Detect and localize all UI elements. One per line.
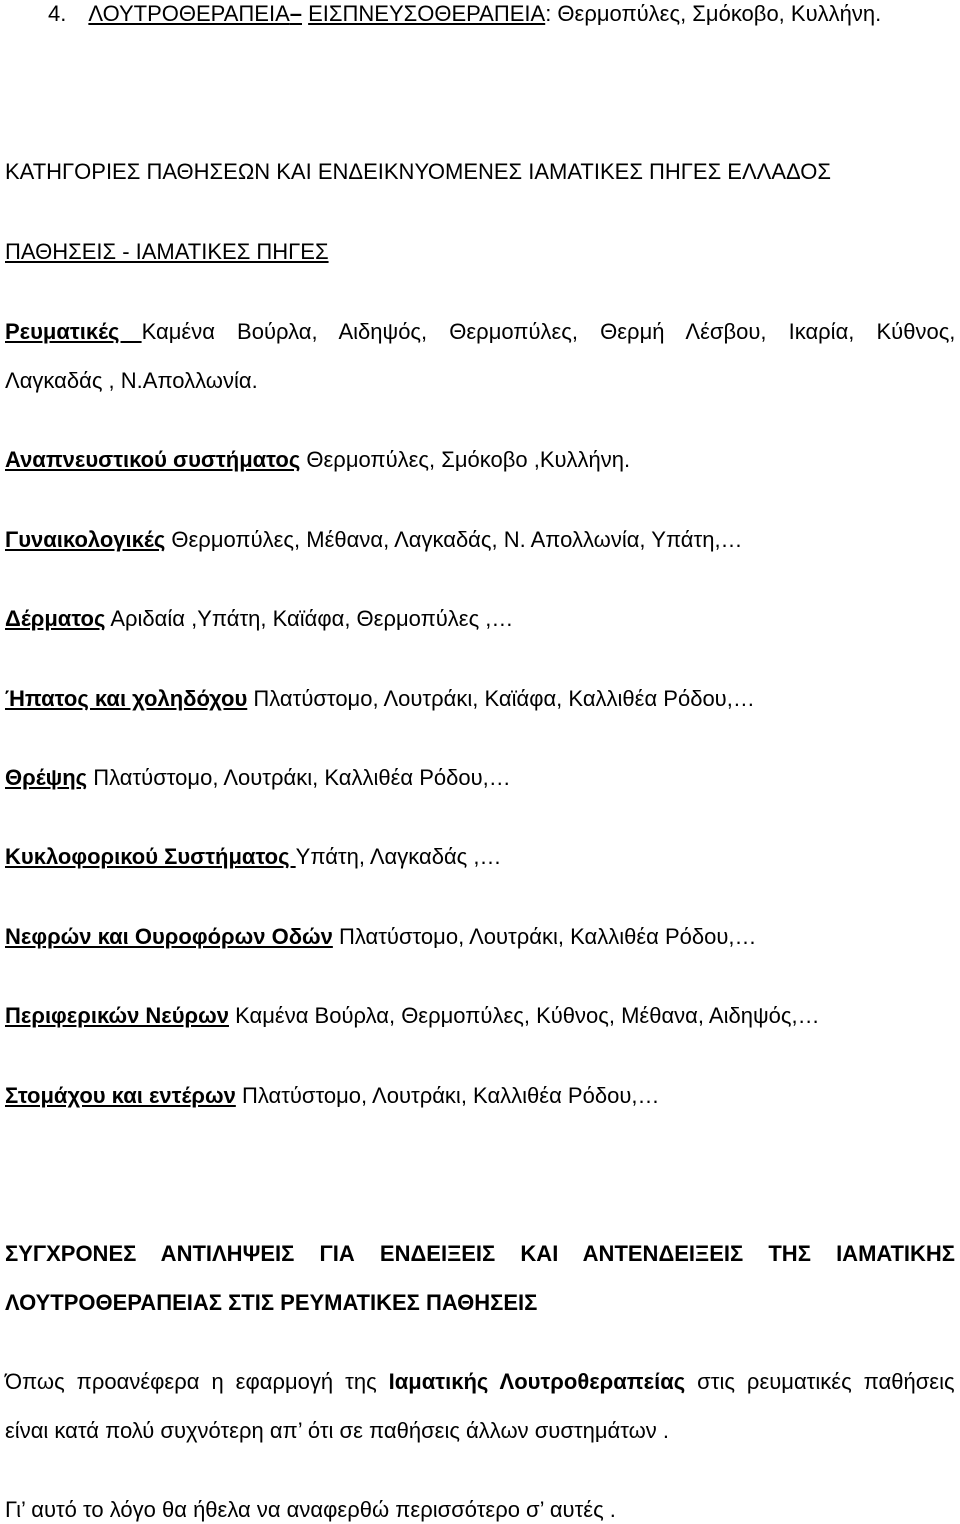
entry-label: Νεφρών και Ουροφόρων Οδών [5, 924, 333, 949]
entry-circulatory [5, 843, 502, 871]
entry-text: Πλατύστομο, Λουτράκι, Καλλιθέα Ρόδου,… [87, 765, 511, 790]
entry-text: Καμένα Βούρλα, Αιδηψός, Θερμοπύλες, Θερμή Λέσβου, Ικαρία, Κύθνος, [141, 319, 956, 344]
paragraph1-after: στις ρευματικές παθήσεις [685, 1369, 955, 1394]
entry-text: Θερμοπύλες, Μέθανα, Λαγκαδάς, Ν. Απολλωνία, Υπάτη,… [165, 527, 743, 552]
modern-heading-line1: ΣΥΓΧΡΟΝΕΣ ΑΝΤΙΛΗΨΕΙΣ ΓΙΑ ΕΝΔΕΙΞΕΙΣ ΚΑΙ ΑΝΤΕΝΔΕΙΞΕΙΣ ΤΗΣ ΙΑΜΑΤΙΚΗΣ [5, 1241, 955, 1266]
entry-text: Θερμοπύλες, Σμόκοβο ,Κυλλήνη. [300, 447, 631, 472]
entry-rheumatic-continued: Λαγκαδάς , Ν.Απολλωνία. [5, 368, 258, 393]
heading-dash: – [289, 1, 302, 26]
entry-liver [5, 685, 755, 713]
section-title: ΚΑΤΗΓΟΡΙΕΣ ΠΑΘΗΣΕΩΝ ΚΑΙ ΕΝΔΕΙΚΝΥΟΜΕΝΕΣ ΙΑΜΑΤΙΚΕΣ ΠΗΓΕΣ ΕΛΛΑΔΟΣ [5, 159, 831, 184]
entry-rheumatic [5, 318, 955, 346]
entry-label: Ήπατος και χοληδόχου [5, 686, 248, 711]
entry-label: Ρευματικές [5, 319, 142, 344]
entry-label: Περιφερικών Νεύρων [5, 1003, 229, 1028]
entry-label: Θρέψης [5, 765, 88, 790]
heading-rest: : Θερμοπύλες, Σμόκοβο, Κυλλήνη. [545, 1, 882, 26]
heading-part1: ΛΟΥΤΡΟΘΕΡΑΠΕΙΑ [88, 1, 290, 26]
entry-label: Στομάχου και εντέρων [5, 1083, 236, 1108]
paragraph1-line1 [5, 1368, 955, 1396]
entry-label: Κυκλοφορικού Συστήματος [5, 844, 296, 869]
paragraph1-before: Όπως προανέφερα η εφαρμογή της [5, 1369, 389, 1394]
entry-gynecological [5, 526, 743, 554]
entry-respiratory [5, 446, 630, 474]
entry-skin [5, 605, 513, 633]
entry-text: Πλατύστομο, Λουτράκι, Καϊάφα, Καλλιθέα Ρόδου,… [247, 686, 755, 711]
entry-kidneys [5, 923, 757, 951]
entry-label: Δέρματος [5, 606, 106, 631]
entry-peripheral-nerves [5, 1002, 820, 1030]
document-heading [48, 0, 881, 28]
modern-heading-line2: ΛΟΥΤΡΟΘΕΡΑΠΕΙΑΣ ΣΤΙΣ ΡΕΥΜΑΤΙΚΕΣ ΠΑΘΗΣΕΙΣ [5, 1290, 538, 1315]
heading-part2: ΕΙΣΠΝΕΥΣΟΘΕΡΑΠΕΙΑ [308, 1, 546, 26]
entry-stomach [5, 1082, 659, 1110]
entry-nutrition [5, 764, 511, 792]
entry-text: Πλατύστομο, Λουτράκι, Καλλιθέα Ρόδου,… [235, 1083, 660, 1108]
paragraph1-bold: Ιαματικής Λουτροθεραπείας [388, 1369, 686, 1394]
entry-text: Αριδαία ,Υπάτη, Καϊάφα, Θερμοπύλες ,… [105, 606, 514, 631]
entry-label: Αναπνευστικού συστήματος [5, 447, 301, 472]
subsection-title: ΠΑΘΗΣΕΙΣ - ΙΑΜΑΤΙΚΕΣ ΠΗΓΕΣ [5, 239, 329, 264]
entry-text: Καμένα Βούρλα, Θερμοπύλες, Κύθνος, Μέθανα, Αιδηψός,… [229, 1003, 820, 1028]
entry-label: Γυναικολογικές [5, 527, 166, 552]
paragraph1-line2: είναι κατά πολύ συχνότερη απ’ ότι σε παθήσεις άλλων συστημάτων . [5, 1418, 670, 1443]
heading-number: 4. [48, 1, 67, 26]
entry-text: Πλατύστομο, Λουτράκι, Καλλιθέα Ρόδου,… [332, 924, 757, 949]
paragraph2: Γι’ αυτό το λόγο θα ήθελα να αναφερθώ περισσότερο σ’ αυτές . [5, 1497, 616, 1522]
entry-text: Υπάτη, Λαγκαδάς ,… [295, 844, 502, 869]
